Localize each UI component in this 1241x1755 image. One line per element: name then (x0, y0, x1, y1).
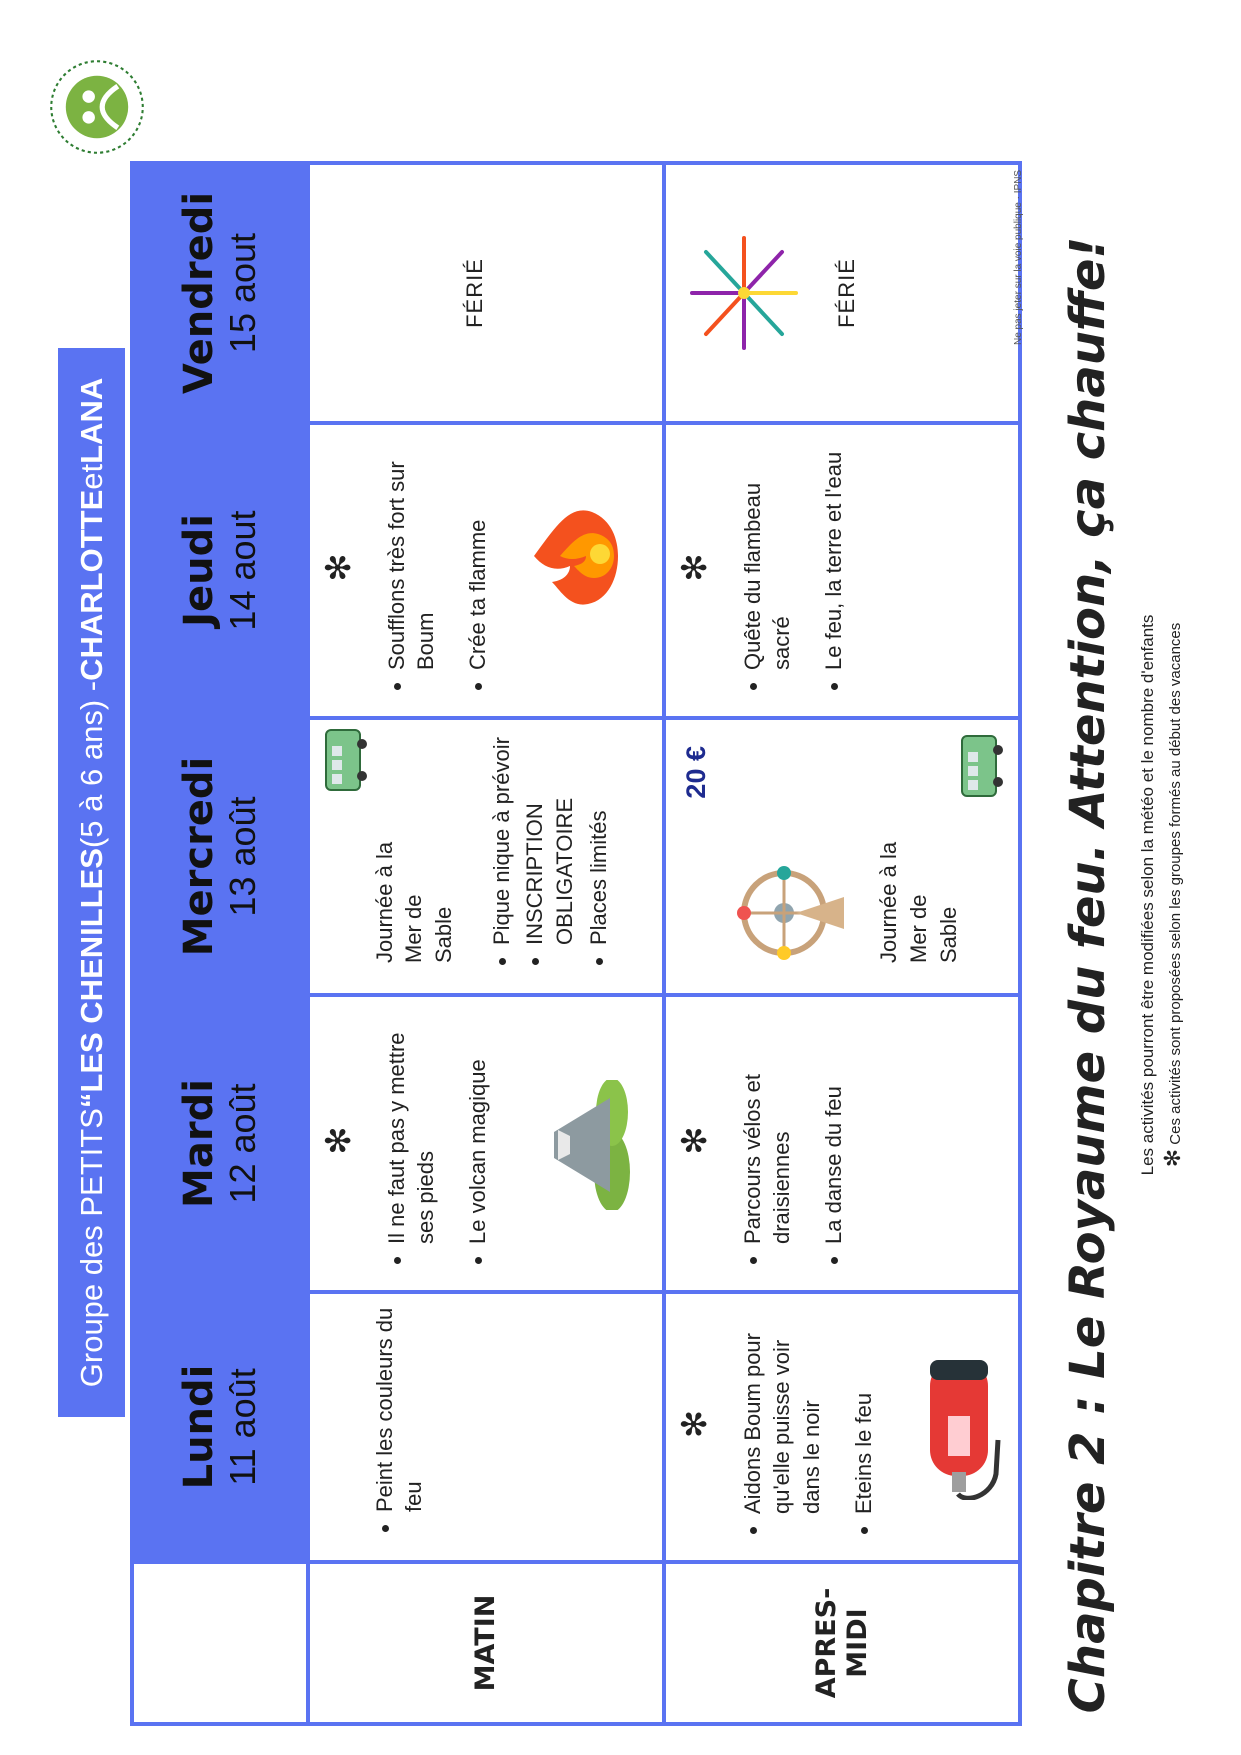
activity-item: • La danse du feu (819, 1011, 849, 1244)
day-header-mardi (132, 995, 308, 1292)
fire-extinguisher-icon (896, 1350, 1006, 1500)
activity-item: • Soufflons très fort sur Boum (382, 439, 441, 670)
activity-item: • Parcours vélos et draisiennes (738, 1011, 797, 1244)
cell-vendredi-morning (308, 163, 664, 423)
cell-jeudi-afternoon (664, 423, 1020, 718)
cell-jeudi-morning (308, 423, 664, 718)
workshop-star-icon: ✻ (675, 553, 714, 582)
day-name: Mardi (176, 1079, 223, 1208)
activity-item: • Quête du flambeau sacré (738, 439, 797, 670)
workshop-star-icon: ✻ (675, 1409, 714, 1439)
day-header-mercredi (132, 718, 308, 995)
day-header-jeudi (132, 423, 308, 718)
row-label-morning: MATIN (308, 1562, 664, 1724)
workshop-star-icon: ✻ (1160, 1148, 1185, 1168)
day-name: Lundi (176, 1364, 223, 1490)
day-header-lundi (132, 1292, 308, 1562)
logo (45, 55, 149, 159)
ferris-wheel-icon (736, 853, 846, 973)
cell-lundi-morning (308, 1292, 664, 1562)
schedule-table (130, 161, 1022, 1726)
flame-icon (530, 496, 620, 616)
price-badge: 20 € (680, 746, 711, 799)
activity-item: • Il ne faut pas y mettre ses pieds (382, 1011, 441, 1244)
cell-mardi-morning (308, 995, 664, 1292)
activity-title: Journée à la Mer de Sable (876, 841, 961, 963)
activity-item: • Eteins le feu (849, 1308, 879, 1514)
day-name: Mercredi (176, 756, 223, 957)
subtitle-ages: (5 à 6 ans) - (73, 680, 109, 849)
holiday-label: FÉRIÉ (461, 258, 487, 328)
corner-cell (132, 1562, 308, 1724)
activity-item: • Peint les couleurs du feu (370, 1304, 429, 1512)
activity-item: • Aidons Boum pour qu'elle puisse voir dans le noir (738, 1308, 827, 1514)
activity-item: • Crée ta flamme (463, 439, 493, 670)
subtitle-banner (58, 348, 125, 1417)
fireworks-icon (684, 228, 804, 358)
day-name: Vendredi (176, 191, 223, 395)
print-notice: Ne pas jeter sur la voie publique · IPNS (1013, 169, 1024, 345)
bus-icon (322, 728, 368, 792)
holiday-label: FÉRIÉ (833, 258, 859, 328)
day-date: 13 août (222, 796, 264, 917)
day-name: Jeudi (176, 514, 223, 627)
day-date: 12 août (222, 1083, 264, 1204)
activity-item: • Places limités (584, 732, 614, 945)
subtitle-names: CHARLOTTE (73, 489, 109, 681)
day-date: 15 aout (222, 232, 264, 354)
workshop-star-icon: ✻ (319, 553, 358, 582)
cell-mercredi-afternoon (664, 718, 1020, 995)
activity-title: Journée à la Mer de Sable (371, 841, 456, 963)
bus-icon (958, 734, 1004, 798)
subtitle-prefix: Groupe des PETITS (73, 1108, 109, 1388)
note-groups (1160, 145, 1186, 1645)
afternoon-row (664, 163, 1020, 1724)
note-weather: Les activités pourront être modifiées selon la météo et le nombre d'enfants (1138, 614, 1157, 1176)
subtitle-joiner: et (73, 463, 109, 490)
day-date: 14 aout (222, 510, 264, 631)
subtitle-names-2: LANA (73, 377, 109, 464)
header-row (132, 163, 308, 1724)
note-groups-text: Ces activités sont proposées selon les groupes formés au début des vacances (1167, 622, 1184, 1145)
cell-mercredi-morning (308, 718, 664, 995)
activity-item: • INSCRIPTION OBLIGATOIRE (520, 732, 579, 945)
cell-lundi-afternoon (664, 1292, 1020, 1562)
cell-mardi-afternoon (664, 995, 1020, 1292)
volcano-icon (540, 1080, 630, 1210)
activity-item: • Le feu, la terre et l'eau (819, 439, 849, 670)
subtitle-group: “LES CHENILLES (73, 848, 109, 1109)
morning-row (308, 163, 664, 1724)
workshop-star-icon: ✻ (319, 1126, 358, 1155)
row-label-afternoon: APRES-MIDI (664, 1562, 1020, 1724)
day-date: 11 août (222, 1368, 264, 1486)
activity-item: • Le volcan magique (463, 1011, 493, 1244)
day-header-vendredi (132, 163, 308, 423)
workshop-star-icon: ✻ (675, 1126, 714, 1155)
activity-item: • Pique nique à prévoir (487, 732, 517, 945)
cell-vendredi-afternoon (664, 163, 1020, 423)
chapter-title: Chapitre 2 : Le Royaume du feu. Attention, ça chauffe! (1060, 236, 1116, 1714)
